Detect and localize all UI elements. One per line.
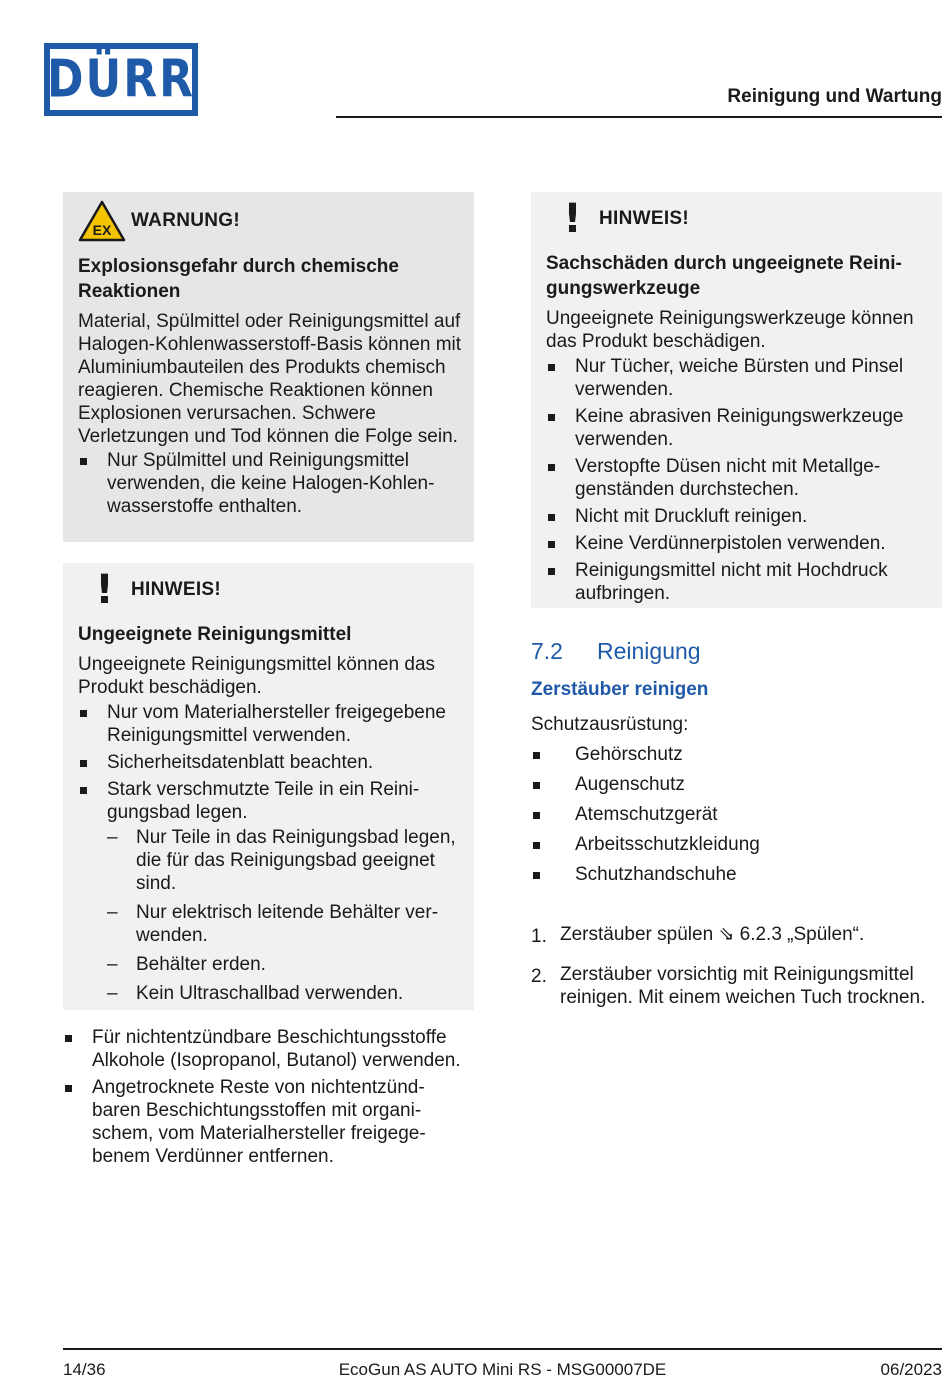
sub-list (107, 826, 462, 1005)
list-item: Nur vom Materialhersteller freigegebene Reinigungsmittel verwenden. (78, 701, 462, 747)
list-item: Gehörschutz (531, 743, 931, 766)
step-text: Zerstäuber spülen (560, 924, 719, 945)
note-box-cleaning-agents (63, 563, 474, 1010)
duerr-logo (44, 43, 198, 116)
list-item: Keine Verdünnerpistolen verwenden. (546, 532, 932, 555)
step-text: Zerstäuber vorsichtig mit Reinigungsmittel reinigen. Mit einem weichen Tuch trocknen. (560, 964, 926, 1008)
sub-list-item: – Behälter erden. (107, 954, 266, 975)
note-header (546, 196, 932, 242)
list-item: Nicht mit Druckluft reinigen. (546, 505, 932, 528)
left-instructions-list (63, 1026, 463, 1172)
list-item: Atemschutzgerät (531, 803, 931, 826)
list-item: Nur Spülmittel und Reinigungsmittel verwenden, die keine Halogen-Kohlenwasserstoffe enthalten. (78, 449, 462, 518)
warning-body: Material, Spülmittel oder Reinigungsmittel auf Halogen-Kohlenwasserstoff-Basis können mit Aluminiumbauteilen des Produkts chemisch reagieren. Chemische Reaktionen können Explosionen verursachen. Schwere Verletzungen und Tod können die Folge sein. (78, 311, 462, 447)
cleaning-steps (531, 923, 931, 1026)
sub-list-item-text: Nur Teile in das Reinigungsbad legen, die für das Reinigungsbad geeignet sind. (136, 827, 456, 894)
list-item: Arbeitsschutzkleidung (531, 833, 931, 856)
sub-list-item: – Kein Ultraschallbad verwenden. (107, 983, 404, 1004)
footer-rule (63, 1348, 942, 1350)
warning-label: WARNUNG! (131, 210, 240, 231)
sub-list-item-text: Behälter erden. (136, 954, 266, 975)
sub-list-item-text: Kein Ultraschallbad verwenden. (136, 983, 404, 1004)
warning-title: Explosionsgefahr durch chemische Reaktionen (78, 256, 399, 302)
ppe-label: Schutzausrüstung: (531, 714, 689, 735)
list-item: Augenschutz (531, 773, 931, 796)
note-list (546, 355, 932, 605)
section-header-title: Reinigung und Wartung (727, 86, 942, 107)
warning-list (78, 449, 462, 518)
list-item: Für nichtentzündbare Beschichtungsstoffe Alkohole (Isopropanol, Butanol) verwenden. (63, 1026, 463, 1072)
note-title: Sachschäden durch ungeeignete Reinigungswerkzeuge (546, 253, 902, 299)
list-item (78, 778, 462, 1005)
section-heading (531, 638, 701, 665)
section-title: Reinigung (597, 638, 701, 664)
step-item (531, 963, 931, 1009)
step-number: 1. (531, 926, 547, 947)
cross-reference-link[interactable] (718, 924, 864, 945)
reference-text: 6.2.3 „Spülen“. (739, 924, 865, 945)
note-box-cleaning-tools (531, 192, 942, 608)
step-item (531, 923, 931, 946)
warning-header (78, 198, 462, 244)
list-item: Sicherheitsdatenblatt beachten. (78, 751, 462, 774)
step-number: 2. (531, 966, 547, 987)
list-item: Nur Tücher, weiche Bürsten und Pinsel verwenden. (546, 355, 932, 401)
list-item: Schutzhandschuhe (531, 863, 931, 886)
list-item: Angetrocknete Reste von nichtentzündbaren Beschichtungsstoffen mit organischem, vom Materialhersteller freigegebenem Verdünner entfernen. (63, 1076, 463, 1168)
list-item: Reinigungsmittel nicht mit Hochdruck aufbringen. (546, 559, 932, 605)
explosion-warning-icon (78, 200, 126, 242)
note-label: HINWEIS! (599, 208, 690, 229)
warning-box (63, 192, 474, 542)
note-body: Ungeeignete Reinigungsmittel können das Produkt beschädigen. (78, 654, 436, 698)
header-rule (336, 116, 942, 118)
exclamation-icon: ! (563, 196, 582, 242)
document-id: EcoGun AS AUTO Mini RS - MSG00007DE (338, 1360, 667, 1379)
note-label: HINWEIS! (131, 579, 222, 600)
list-item: Verstopfte Düsen nicht mit Metallgegenständen durchstechen. (546, 455, 932, 501)
note-title: Ungeeignete Reinigungsmittel (78, 624, 352, 645)
page-number: 14/36 (63, 1360, 106, 1379)
logo-text: DÜRR (47, 49, 196, 110)
ppe-list (531, 743, 931, 893)
note-header (78, 567, 462, 613)
subsection-title: Zerstäuber reinigen (531, 679, 709, 700)
section-number: 7.2 (531, 638, 563, 664)
sub-list-item: – Nur elektrisch leitende Behälter verwenden. (107, 902, 439, 946)
sub-list-item: – Nur Teile in das Reinigungsbad legen, die für das Reinigungsbad geeignet sind. (107, 827, 456, 894)
note-body: Ungeeignete Reinigungswerkzeuge können das Produkt beschädigen. (546, 308, 914, 352)
sub-list-item-text: Nur elektrisch leitende Behälter verwenden. (136, 902, 439, 946)
svg-text:EX: EX (92, 222, 112, 238)
list-item: Keine abrasiven Reinigungswerkzeuge verwenden. (546, 405, 932, 451)
exclamation-icon: ! (95, 567, 114, 613)
document-date: 06/2023 (880, 1360, 942, 1379)
arrow-reference-icon: ⇘ (718, 923, 735, 945)
note-list (78, 701, 462, 1005)
list-item-text: Stark verschmutzte Teile in ein Reinigungsbad legen. (107, 779, 420, 823)
